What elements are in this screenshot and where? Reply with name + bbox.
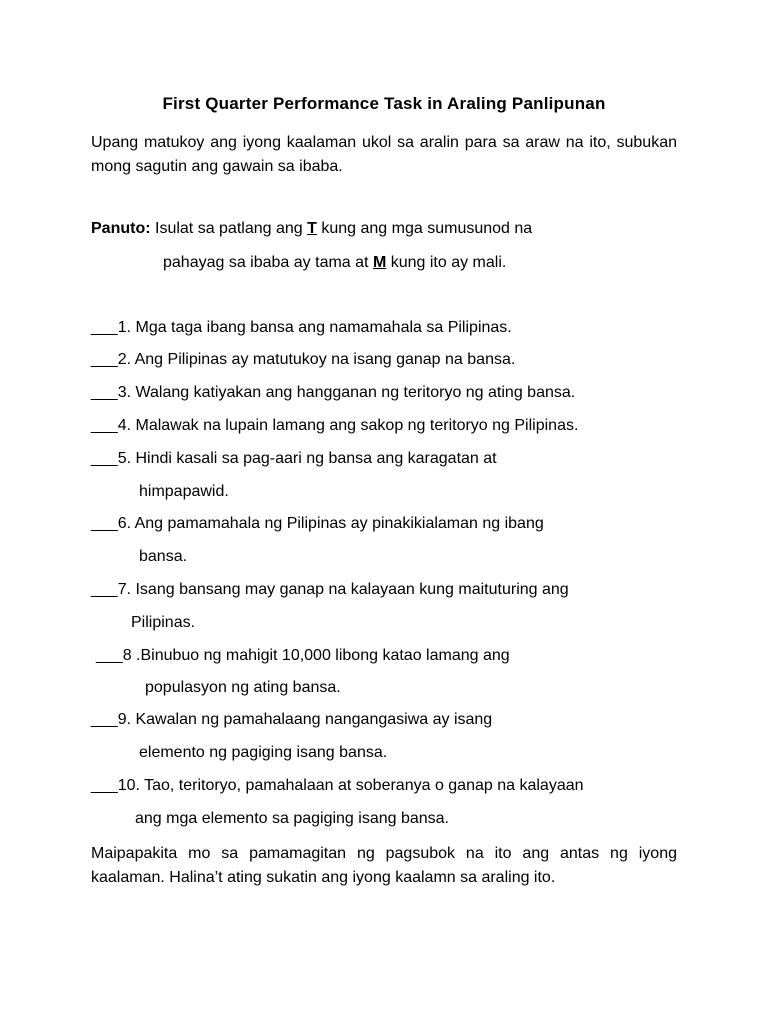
instructions-line-1 <box>91 218 532 240</box>
instructions-text-1b: kung ang mga sumusunod na <box>321 220 533 237</box>
item-4: ___4. Malawak na lupain lamang ang sakop ng teritoryo ng Pilipinas. <box>91 417 579 434</box>
true-letter: T <box>307 220 317 237</box>
item-7-continuation: Pilipinas. <box>131 614 196 631</box>
item-2: ___2. Ang Pilipinas ay matutukoy na isang ganap na bansa. <box>91 351 516 368</box>
item-8-continuation: populasyon ng ating bansa. <box>145 679 341 696</box>
item-1: ___1. Mga taga ibang bansa ang namamahala sa Pilipinas. <box>91 319 512 336</box>
page-title: First Quarter Performance Task in Araling Panlipunan <box>162 94 606 113</box>
false-letter: M <box>372 254 387 271</box>
item-9-continuation: elemento ng pagiging isang bansa. <box>139 744 388 761</box>
instructions-text-2a: pahayag sa ibaba ay tama at <box>163 254 369 271</box>
item-6-continuation: bansa. <box>139 548 188 565</box>
instructions-line-2 <box>163 252 506 274</box>
item-7: ___7. Isang bansang may ganap na kalayaan kung maituturing ang <box>91 581 569 598</box>
item-5: ___5. Hindi kasali sa pag-aari ng bansa ang karagatan at <box>91 450 497 467</box>
item-10-continuation: ang mga elemento sa pagiging isang bansa. <box>135 810 449 827</box>
closing-paragraph: Maipapakita mo sa pamamagitan ng pagsubok na ito ang antas ng iyong kaalaman. Halina’t ating sukatin ang iyong kaalamn sa araling ito. <box>91 845 677 886</box>
instructions-label: Panuto: <box>91 220 151 237</box>
item-10: ___10. Tao, teritoryo, pamahalaan at soberanya o ganap na kalayaan <box>91 777 584 794</box>
instructions-text-2b: kung ito ay mali. <box>390 254 507 271</box>
item-8: ___8 .Binubuo ng mahigit 10,000 libong katao lamang ang <box>96 647 510 664</box>
instructions-text-1a: Isulat sa patlang ang <box>155 220 303 237</box>
item-6: ___6. Ang pamamahala ng Pilipinas ay pinakikialaman ng ibang <box>91 515 544 532</box>
item-3: ___3. Walang katiyakan ang hangganan ng teritoryo ng ating bansa. <box>91 384 576 401</box>
item-5-continuation: himpapawid. <box>139 483 229 500</box>
intro-paragraph: Upang matukoy ang iyong kaalaman ukol sa aralin para sa araw na ito, subukan mong sagutin ang gawain sa ibaba. <box>91 134 677 175</box>
item-9: ___9. Kawalan ng pamahalaang nangangasiwa ay isang <box>91 711 493 728</box>
